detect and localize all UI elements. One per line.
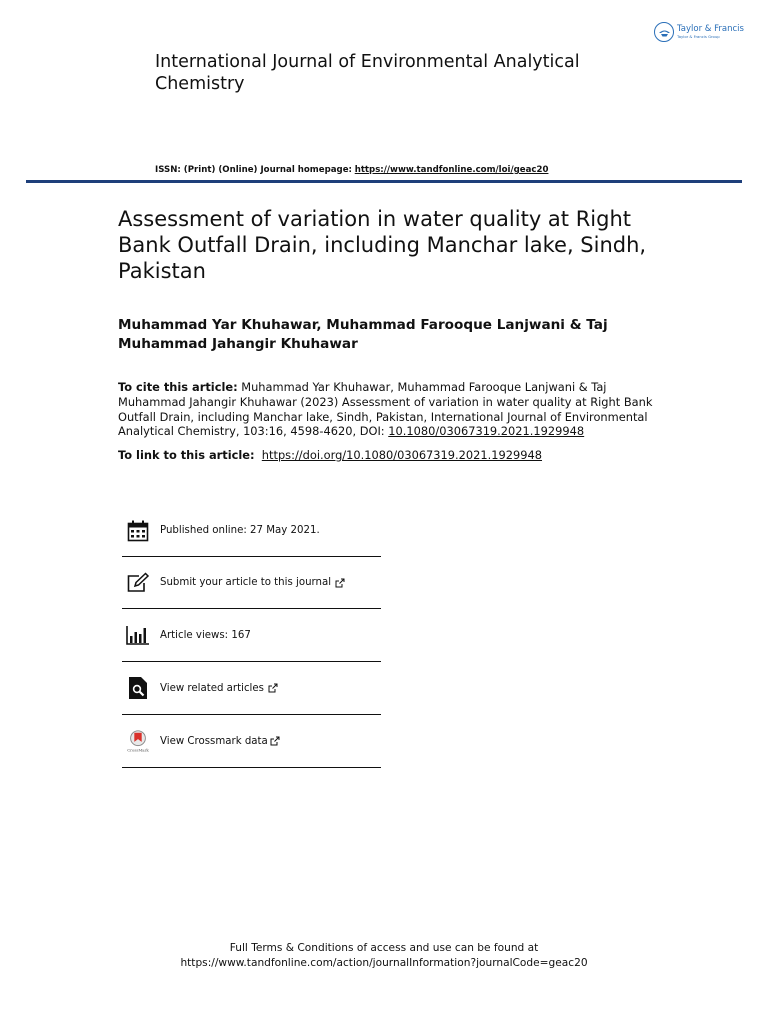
footer [0,941,768,971]
external-link-icon [268,683,278,693]
edit-icon [126,571,150,595]
article-authors: Muhammad Yar Khuhawar, Muhammad Farooque Lanjwani & Taj Muhammad Jahangir Khuhawar [118,317,608,352]
issn-line [155,165,548,175]
header-divider [26,180,742,183]
external-link-icon [270,736,280,746]
link-label: To link to this article: [118,448,255,462]
publisher-logo [654,22,744,42]
submit-article-row[interactable] [122,557,381,609]
submit-article-link[interactable]: Submit your article to this journal [160,577,332,588]
article-doi-link[interactable]: https://doi.org/10.1080/03067319.2021.1929948 [261,448,543,462]
document-search-icon [126,676,150,700]
citation-block [118,380,673,439]
published-row [122,505,381,557]
crossmark-row[interactable] [122,715,381,768]
crossmark-link[interactable]: View Crossmark data [160,735,268,747]
cite-doi-link[interactable]: 10.1080/03067319.2021.1929948 [388,424,585,439]
cite-text: Muhammad Yar Khuhawar, Muhammad Farooque Lanjwani & Taj Muhammad Jahangir Khuhawar (2023) Assessment of variation in water quality at Right Bank Outfall Drain, including Manchar lake, Sindh, Pakistan, International Journal of Environmental Analytical Chemistry, 103:16, 4598-4620, DOI: [118,380,653,439]
crossmark-icon [126,729,150,753]
bar-chart-icon [126,623,150,647]
article-info-list [122,505,381,768]
issn-label: ISSN: (Print) (Online) Journal homepage: [155,165,352,175]
article-views-row [122,609,381,662]
article-link-block [118,448,542,463]
calendar-icon [126,519,150,543]
crossmark-logo-text: CrossMark [127,747,149,753]
footer-url-line[interactable]: https://www.tandfonline.com/action/journalInformation?journalCode=geac20 [180,957,588,969]
cite-label: To cite this article: [118,380,238,394]
article-title: Assessment of variation in water quality at Right Bank Outfall Drain, including Manchar lake, Sindh, Pakistan [118,207,647,283]
related-articles-link[interactable]: View related articles [160,682,264,694]
article-views-count: Article views: 167 [160,629,251,641]
related-articles-row[interactable] [122,662,381,715]
published-date: Published online: 27 May 2021. [160,525,320,536]
footer-terms-line: Full Terms & Conditions of access and use can be found at [229,942,539,954]
journal-title: International Journal of Environmental Analytical Chemistry [155,52,580,94]
taylor-francis-logo-icon [654,22,674,42]
publisher-name: Taylor & Francis [677,24,744,35]
publisher-group: Taylor & Francis Group [677,33,720,39]
external-link-icon [335,578,345,588]
journal-homepage-link[interactable]: https://www.tandfonline.com/loi/geac20 [354,165,549,175]
